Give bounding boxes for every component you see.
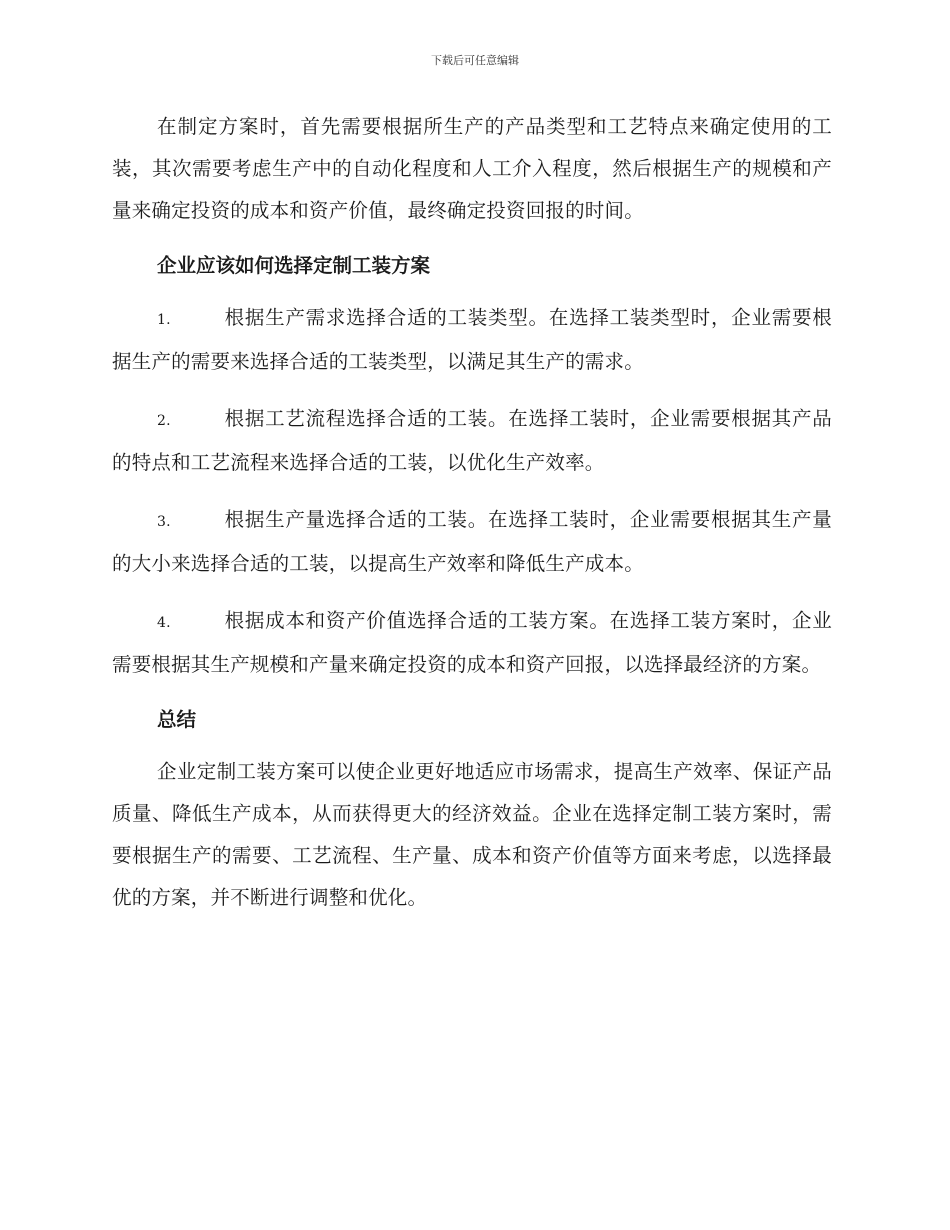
list-item xyxy=(112,398,832,484)
intro-paragraph: 在制定方案时，首先需要根据所生产的产品类型和工艺特点来确定使用的工装，其次需要考虑生产中的自动化程度和人工介入程度，然后根据生产的规模和产量来确定投资的成本和资产价值，最终确定投资回报的时间。 xyxy=(112,115,832,222)
list-item-text: 根据生产量选择合适的工装。在选择工装时，企业需要根据其生产量的大小来选择合适的工装，以提高生产效率和降低生产成本。 xyxy=(112,508,832,575)
list-item-number: 4. xyxy=(157,615,171,631)
section-heading-summary: 总结 xyxy=(157,708,197,731)
summary-paragraph: 企业定制工装方案可以使企业更好地适应市场需求，提高生产效率、保证产品质量、降低生产成本，从而获得更大的经济效益。企业在选择定制工装方案时，需要根据生产的需要、工艺流程、生产量、成本和资产价值等方面来考虑，以选择最优的方案，并不断进行调整和优化。 xyxy=(112,760,832,909)
document-body xyxy=(112,106,832,934)
list-item-text: 根据工艺流程选择合适的工装。在选择工装时，企业需要根据其产品的特点和工艺流程来选择合适的工装，以优化生产效率。 xyxy=(112,407,832,474)
list-item-text: 根据成本和资产价值选择合适的工装方案。在选择工装方案时，企业需要根据其生产规模和产量来确定投资的成本和资产回报，以选择最经济的方案。 xyxy=(112,609,832,676)
list-item-number: 1. xyxy=(157,312,171,328)
list-item-text: 根据生产需求选择合适的工装类型。在选择工装类型时，企业需要根据生产的需要来选择合适的工装类型，以满足其生产的需求。 xyxy=(112,306,832,373)
header-note: 下载后可任意编辑 xyxy=(431,54,519,67)
list-item xyxy=(112,297,832,383)
list-item-number: 3. xyxy=(157,514,171,530)
list-item xyxy=(112,499,832,585)
list-item-number: 2. xyxy=(157,413,171,429)
section-heading-choose-plan: 企业应该如何选择定制工装方案 xyxy=(157,254,431,277)
list-item xyxy=(112,600,832,686)
